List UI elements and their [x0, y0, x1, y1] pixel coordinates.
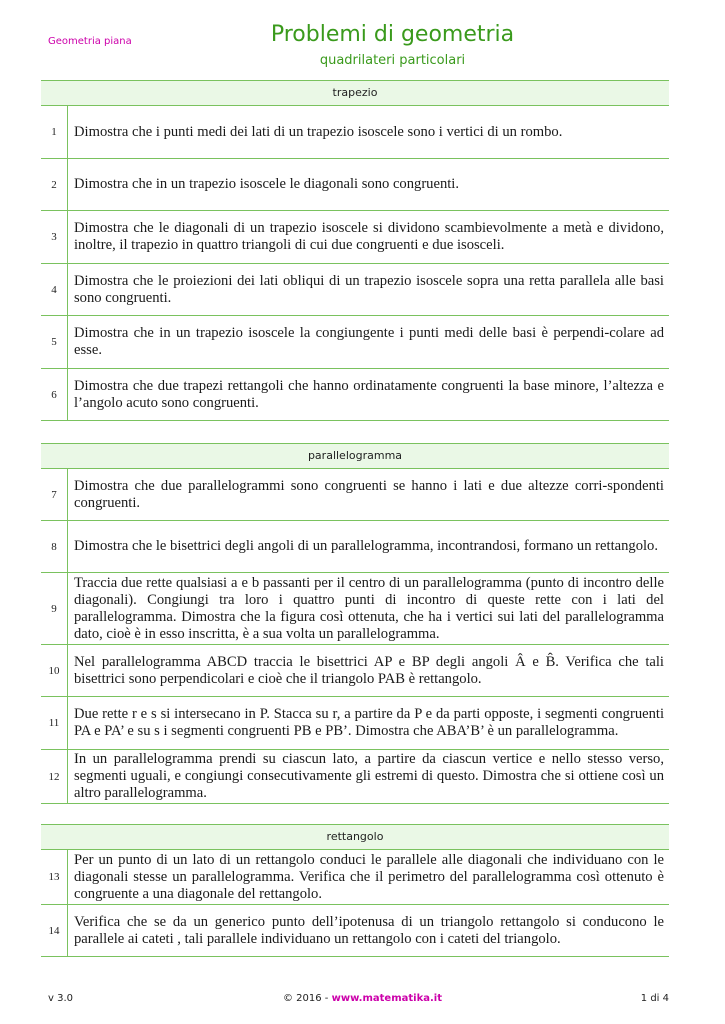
- problem-row: [41, 159, 669, 211]
- problem-number: 4: [41, 264, 68, 315]
- section-title: trapezio: [41, 80, 669, 106]
- problem-row: [41, 573, 669, 645]
- footer-page-number: 1 di 4: [640, 993, 669, 1004]
- problem-number: 6: [41, 369, 68, 420]
- section-trapezio: [41, 80, 669, 421]
- problem-text: Dimostra che in un trapezio isoscele le diagonali sono congruenti.: [74, 176, 460, 192]
- problem-number: 7: [41, 469, 68, 520]
- section-title: rettangolo: [41, 824, 669, 850]
- problem-row: [41, 850, 669, 905]
- problem-number: 12: [41, 750, 68, 803]
- problem-text: Dimostra che le bisettrici degli angoli di un parallelogramma, incontrandosi, formano un rettangolo.: [74, 538, 658, 554]
- problem-row: [41, 750, 669, 804]
- problem-number: 14: [41, 905, 68, 956]
- problem-number: 8: [41, 521, 68, 572]
- problem-text: Nel parallelogramma ABCD traccia le bisettrici AP e BP degli angoli Â e B̂. Verifica che tali bisettrici sono perpendicolari e cioè che il triangolo PAB è rettangolo.: [74, 653, 664, 687]
- problem-row: [41, 369, 669, 421]
- problem-number: 5: [41, 316, 68, 368]
- copyright-text: © 2016 -: [283, 993, 332, 1004]
- problem-row: [41, 697, 669, 750]
- page-subtitle: quadrilateri particolari: [319, 53, 466, 68]
- footer-copyright: [0, 993, 725, 1004]
- problem-text: Per un punto di un lato di un rettangolo conduci le parallele alle diagonali che individuano con le diagonali stesse un parallelogramma. Verifica che il perimetro del parallelogramma così ottenuto è congruente a una diagonale del rettangolo.: [74, 851, 664, 902]
- problem-text: Verifica che se da un generico punto dell’ipotenusa di un triangolo rettangolo si conducono le parallele ai cateti , tali parallele individuano un rettangolo con i cateti del triangolo.: [74, 913, 664, 947]
- footer-version: v 3.0: [48, 993, 73, 1004]
- problem-row: [41, 106, 669, 159]
- page-title: Problemi di geometria: [270, 22, 515, 47]
- problem-text: Due rette r e s si intersecano in P. Stacca su r, a partire da P e da parti opposte, i segmenti congruenti PA e PA’ e su s i segmenti congruenti PB e PB’. Dimostra che ABA’B’ è un parallelogramma.: [74, 706, 664, 739]
- problem-text: In un parallelogramma prendi su ciascun lato, a partire da ciascun vertice e nello stesso verso, segmenti uguali, e congiungi consecutivamente gli estremi di questo. Dimostra che si ottiene così un altro parallelogramma.: [74, 751, 664, 801]
- problem-number: 1: [41, 106, 68, 158]
- problem-row: [41, 264, 669, 316]
- problem-text: Dimostra che due parallelogrammi sono congruenti se hanno i lati e due altezze corri-spondenti congruenti.: [74, 477, 664, 511]
- problem-row: [41, 211, 669, 264]
- problem-number: 9: [41, 573, 68, 644]
- problem-row: [41, 905, 669, 957]
- problem-number: 2: [41, 159, 68, 210]
- problem-row: [41, 645, 669, 697]
- section-title: parallelogramma: [41, 443, 669, 469]
- problem-row: [41, 521, 669, 573]
- subject-tag: Geometria piana: [48, 36, 132, 47]
- problem-text: Dimostra che in un trapezio isoscele la congiungente i punti medi delle basi è perpendi-colare ad esse.: [74, 325, 664, 358]
- section-parallelogramma: [41, 443, 669, 804]
- problem-number: 11: [41, 697, 68, 749]
- problem-text: Dimostra che le proiezioni dei lati obliqui di un trapezio isoscele sopra una retta parallela alle basi sono congruenti.: [74, 272, 664, 306]
- problem-text: Dimostra che due trapezi rettangoli che hanno ordinatamente congruenti la base minore, l’altezza e l’angolo acuto sono congruenti.: [74, 377, 664, 411]
- section-rettangolo: [41, 824, 669, 957]
- problem-text: Traccia due rette qualsiasi a e b passanti per il centro di un parallelogramma (punto di incontro delle diagonali). Congiungi tra loro i quattro punti di incontro di queste rette con i lati del parallelogramma. Dimostra che la figura così ottenuta, che ha i vertici sui lati del parallelogramma dato, cioè è in esso inscritta, è a sua volta un parallelogramma.: [74, 574, 664, 642]
- problem-number: 3: [41, 211, 68, 263]
- problem-text: Dimostra che i punti medi dei lati di un trapezio isoscele sono i vertici di un rombo.: [74, 123, 563, 140]
- problem-number: 10: [41, 645, 68, 696]
- problem-text: Dimostra che le diagonali di un trapezio isoscele si dividono scambievolmente a metà e dividono, inoltre, il trapezio in quattro triangoli di cui due congruenti e due isosceli.: [74, 220, 664, 253]
- problem-row: [41, 316, 669, 369]
- site-link[interactable]: www.matematika.it: [331, 993, 442, 1004]
- problem-row: [41, 469, 669, 521]
- problem-number: 13: [41, 850, 68, 904]
